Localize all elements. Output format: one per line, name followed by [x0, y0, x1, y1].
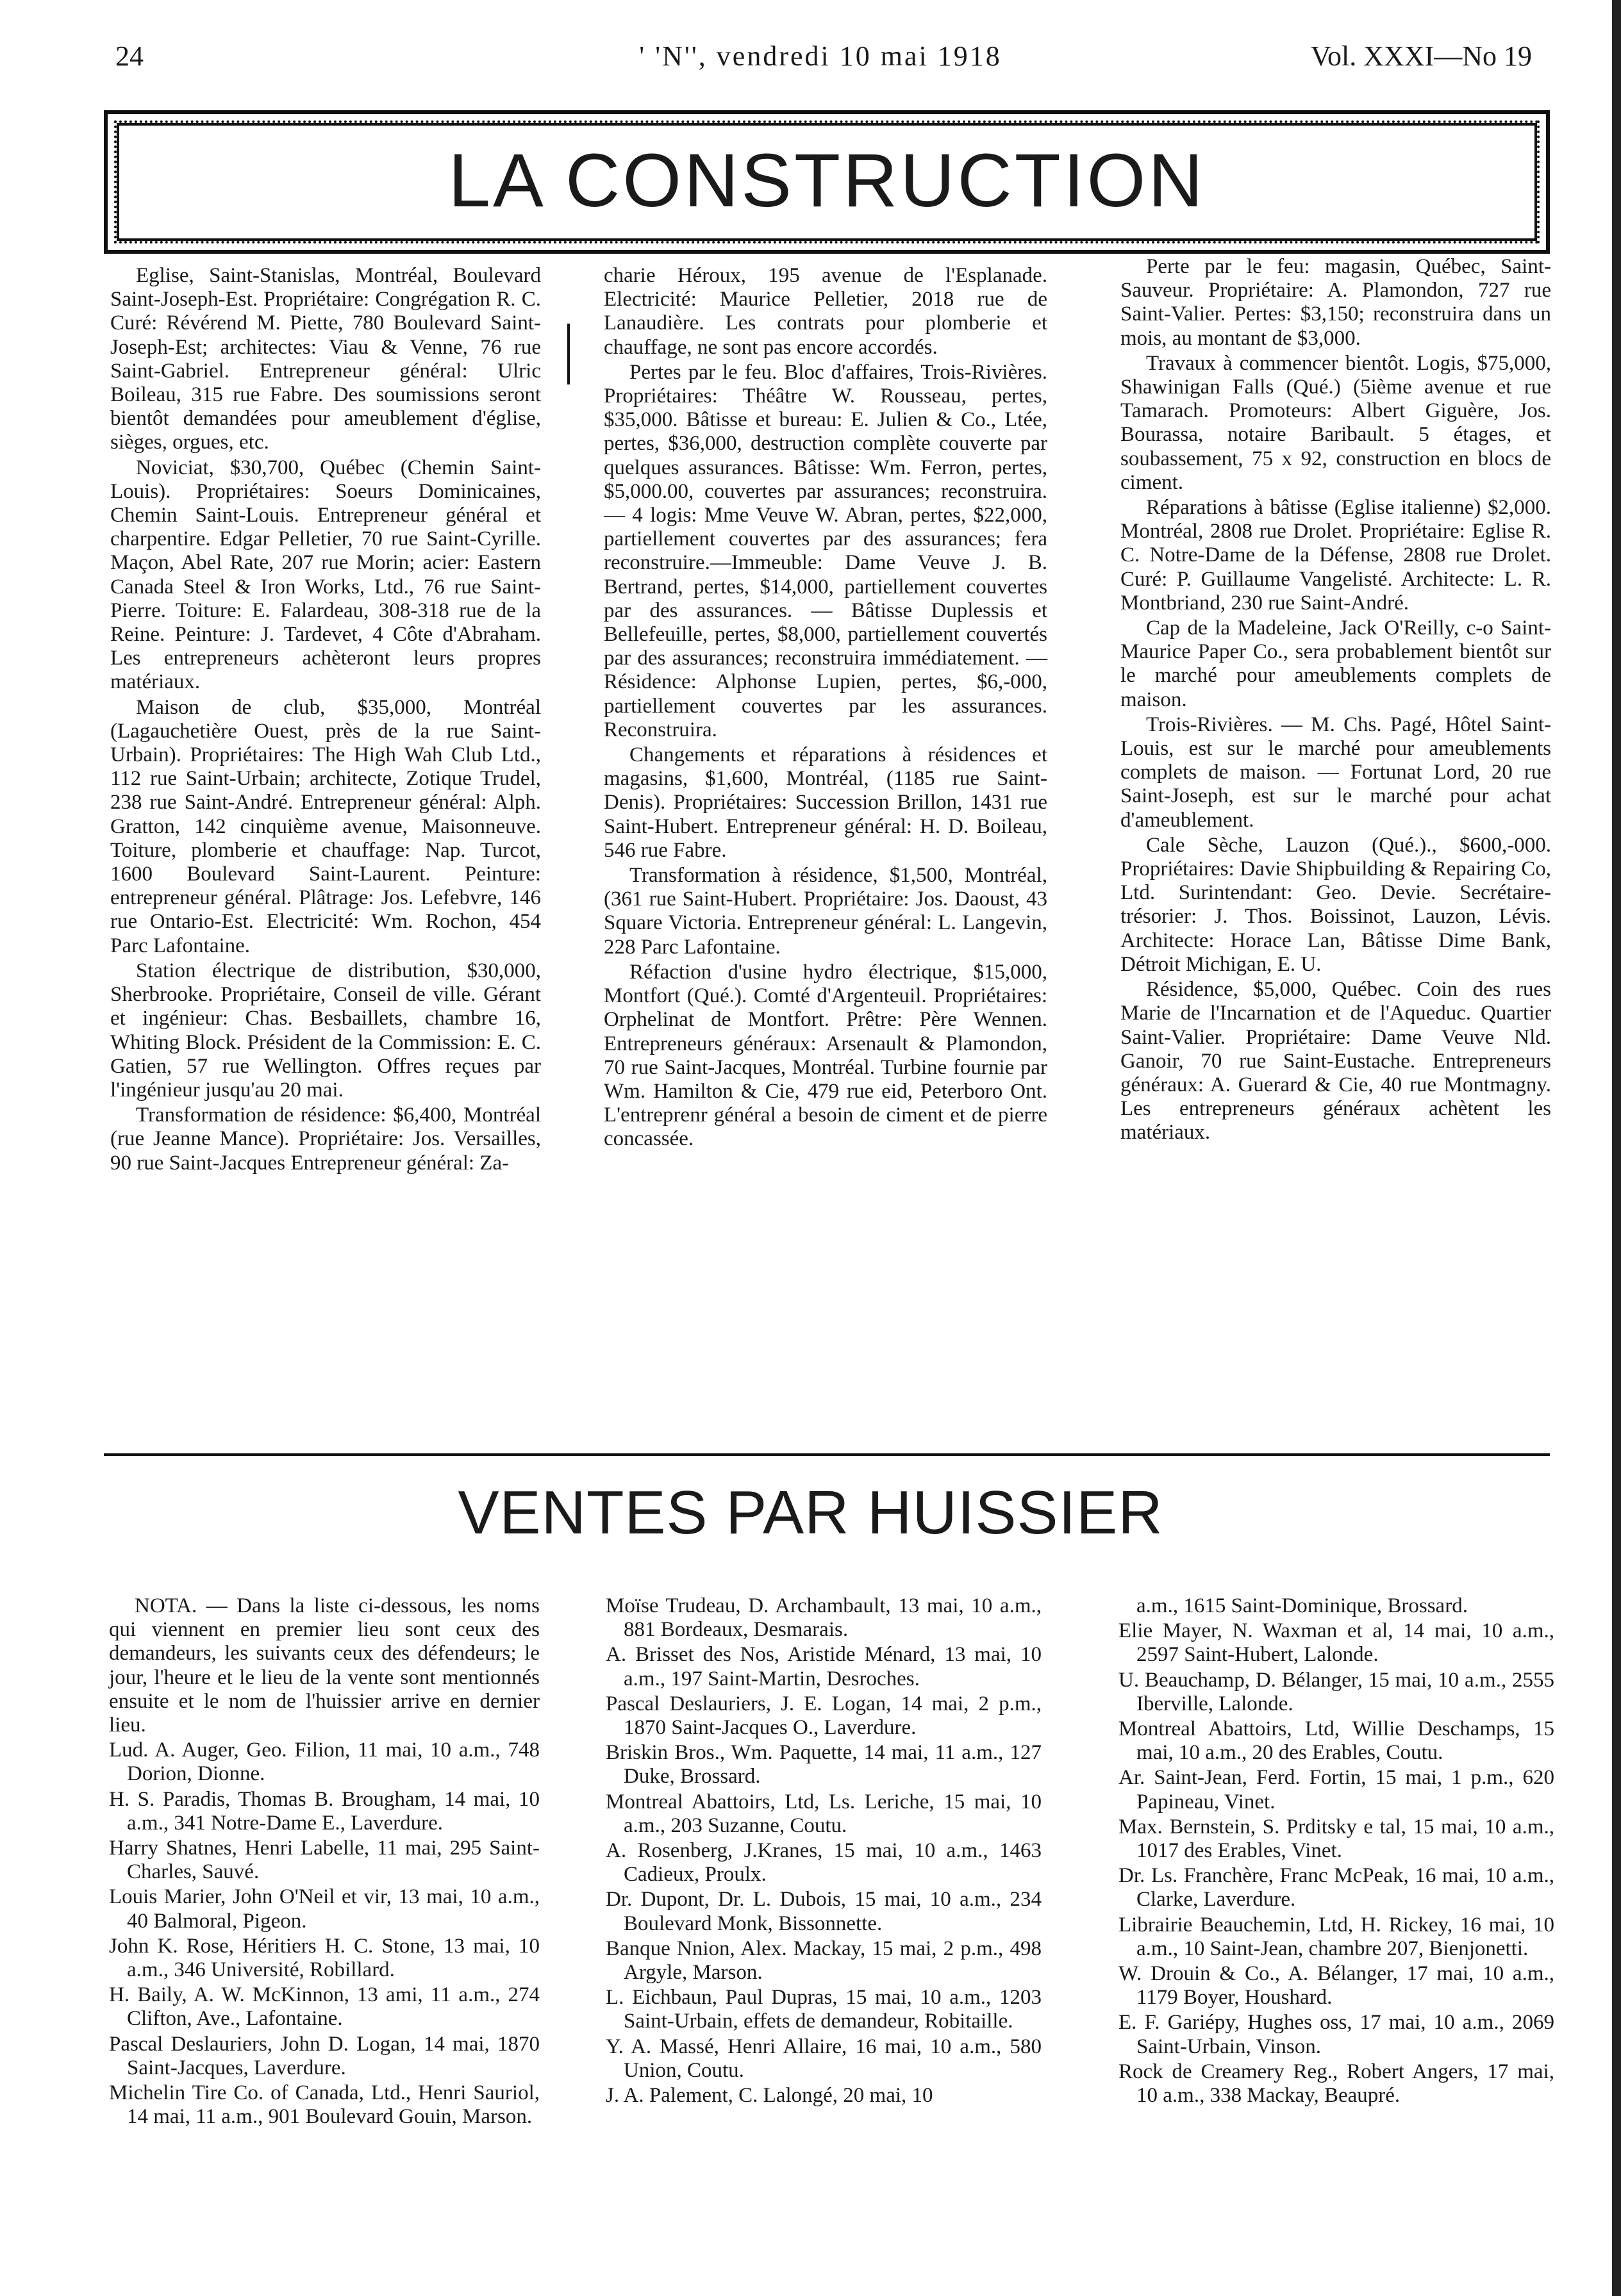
construction-column-1 [110, 264, 541, 1177]
article-paragraph: Station électrique de distribution, $30,000, Sherbrooke. Propriétaire, Conseil de ville. Gérant et ingénieur: Chas. Besbaillets, chambre 16, Whiting Block. Président de la Commission: E. C. Gatien, 57 rue Wellington. Offres reçues par l'ingénieur jusqu'au 20 mai. [110, 959, 541, 1102]
list-item: Librairie Beauchemin, Ltd, H. Rickey, 16 mai, 10 a.m., 10 Saint-Jean, chambre 207, Bienjonetti. [1118, 1913, 1554, 1960]
ventes-column-2 [606, 1594, 1042, 2109]
volume-number: Vol. XXXI—No 19 [1310, 40, 1532, 72]
article-paragraph: Travaux à commencer bientôt. Logis, $75,000, Shawinigan Falls (Qué.) (5ième avenue et rue Tamarach. Promoteurs: Albert Giguère, Jos. Bourassa, notaire Baribault. 5 étages, et soubassement, 75 x 92, construction en blocs de ciment. [1120, 351, 1551, 494]
list-item: A. Brisset des Nos, Aristide Ménard, 13 mai, 10 a.m., 197 Saint-Martin, Desroches. [606, 1643, 1042, 1690]
article-paragraph: Eglise, Saint-Stanislas, Montréal, Boulevard Saint-Joseph-Est. Propriétaire: Congrégation R. C. Curé: Révérend M. Piette, 780 Boulevard Saint-Joseph-Est; architectes: Viau & Venne, 76 rue Saint-Gabriel. Entrepreneur général: Ulric Boileau, 315 rue Fabre. Des soumissions seront bientôt demandées pour ameublement d'église, sièges, orgues, etc. [110, 264, 541, 454]
list-item: H. S. Paradis, Thomas B. Brougham, 14 mai, 10 a.m., 341 Notre-Dame E., Laverdure. [109, 1787, 540, 1835]
construction-title-box [104, 110, 1550, 254]
article-paragraph: Réfaction d'usine hydro électrique, $15,000, Montfort (Qué.). Comté d'Argenteuil. Propriétaires: Orphelinat de Montfort. Prêtre: Père Wennen. Entrepreneurs généraux: Arsenault & Plamondon, 70 rue Saint-Jacques, Montréal. Turbine fournie par Wm. Hamilton & Cie, 479 rue eid, Peterboro Ont. L'entreprenr général a besoin de ciment et de pierre concassée. [604, 960, 1047, 1151]
list-item: Moïse Trudeau, D. Archambault, 13 mai, 10 a.m., 881 Bordeaux, Desmarais. [606, 1594, 1042, 1642]
ventes-title: VENTES PAR HUISSIER [458, 1478, 1163, 1547]
list-item: U. Beauchamp, D. Bélanger, 15 mai, 10 a.m., 2555 Iberville, Lalonde. [1118, 1668, 1554, 1715]
list-item: J. A. Palement, C. Lalongé, 20 mai, 10 [606, 2084, 933, 2108]
list-item: Louis Marier, John O'Neil et vir, 13 mai, 10 a.m., 40 Balmoral, Pigeon. [109, 1885, 540, 1933]
article-paragraph: Pertes par le feu. Bloc d'affaires, Trois-Rivières. Propriétaires: Théâtre W. Rousseau, pertes, $35,000. Bâtisse et bureau: E. Julien & Co., Ltée, pertes, $36,000, destruction complète couverte par quelques assurances. Bâtisse: Wm. Ferron, pertes, $5,000.00, couvertes par assurances; reconstruira. — 4 logis: Mme Veuve W. Abran, pertes, $22,000, partiellement couvertes par des assurances; fera reconstruire.—Immeuble: Dame Veuve J. B. Bertrand, pertes, $14,000, partiellement couvertes par des assurances. — Bâtisse Duplessis et Bellefeuille, pertes, $8,000, partiellement couvertés par des assurances; reconstruira immédiatement. — Résidence: Alphonse Lupien, pertes, $6,-000, partiellement couvertes par les assurances. Reconstruira. [604, 360, 1047, 741]
construction-column-2 [604, 264, 1047, 1153]
list-item: A. Rosenberg, J.Kranes, 15 mai, 10 a.m., 1463 Cadieux, Proulx. [606, 1839, 1042, 1887]
list-item: Briskin Bros., Wm. Paquette, 14 mai, 11 a.m., 127 Duke, Brossard. [606, 1741, 1042, 1788]
article-paragraph: Transformation à résidence, $1,500, Montréal, (361 rue Saint-Hubert. Propriétaire: Jos. Daoust, 43 Square Victoria. Entrepreneur général: L. Langevin, 228 Parc Lafontaine. [604, 864, 1047, 959]
list-item: Dr. Dupont, Dr. L. Dubois, 15 mai, 10 a.m., 234 Boulevard Monk, Bissonnette. [606, 1888, 1042, 1935]
article-paragraph: charie Héroux, 195 avenue de l'Esplanade. Electricité: Maurice Pelletier, 2018 rue de Lanaudière. Les contrats pour plomberie et chauffage, ne sont pas encore accordés. [604, 264, 1047, 359]
list-item: H. Baily, A. W. McKinnon, 13 ami, 11 a.m., 274 Clifton, Ave., Lafontaine. [109, 1983, 540, 2031]
page-number: 24 [115, 40, 144, 72]
list-item: Harry Shatnes, Henri Labelle, 11 mai, 295 Saint-Charles, Sauvé. [109, 1837, 540, 1884]
article-paragraph: Trois-Rivières. — M. Chs. Pagé, Hôtel Saint-Louis, est sur le marché pour ameublements complets de maison. — Fortunat Lord, 20 rue Saint-Joseph, est sur le marché pour achat d'ameublement. [1120, 713, 1551, 832]
column-rule [567, 324, 570, 384]
list-item: Pascal Deslauriers, John D. Logan, 14 mai, 1870 Saint-Jacques, Laverdure. [109, 2032, 540, 2079]
scan-edge [1612, 0, 1621, 2296]
list-item: Elie Mayer, N. Waxman et al, 14 mai, 10 a.m., 2597 Saint-Hubert, Lalonde. [1118, 1619, 1554, 1667]
list-item: L. Eichbaun, Paul Dupras, 15 mai, 10 a.m., 1203 Saint-Urbain, effets de demandeur, Robitaille. [606, 1986, 1042, 2033]
list-item: Max. Bernstein, S. Prditsky e tal, 15 mai, 10 a.m., 1017 des Erables, Vinet. [1118, 1815, 1554, 1863]
list-item: Lud. A. Auger, Geo. Filion, 11 mai, 10 a.m., 748 Dorion, Dionne. [109, 1739, 540, 1786]
article-paragraph: Changements et réparations à résidences et magasins, $1,600, Montréal, (1185 rue Saint-Denis). Propriétaires: Succession Brillon, 1431 rue Saint-Hubert. Entrepreneur général: H. D. Boileau, 546 rue Fabre. [604, 743, 1047, 862]
issue-date: ' 'N'', vendredi 10 mai 1918 [639, 40, 1002, 72]
ventes-column-1 [109, 1594, 540, 2130]
list-item: Ar. Saint-Jean, Ferd. Fortin, 15 mai, 1 p.m., 620 Papineau, Vinet. [1118, 1766, 1554, 1813]
article-paragraph: Réparations à bâtisse (Eglise italienne) $2,000. Montréal, 2808 rue Drolet. Propriétaire: Eglise R. C. Notre-Dame de la Défense, 2808 rue Drolet. Curé: P. Guillaume Vangelisté. Architecte: L. R. Montbriand, 230 rue Saint-André. [1120, 496, 1551, 615]
list-item: John K. Rose, Héritiers H. C. Stone, 13 mai, 10 a.m., 346 Université, Robillard. [109, 1934, 540, 1982]
section-divider [104, 1453, 1550, 1456]
list-item: Pascal Deslauriers, J. E. Logan, 14 mai, 2 p.m., 1870 Saint-Jacques O., Laverdure. [606, 1692, 1042, 1740]
list-item: W. Drouin & Co., A. Bélanger, 17 mai, 10 a.m., 1179 Boyer, Houshard. [1118, 1962, 1554, 2010]
article-paragraph: Cale Sèche, Lauzon (Qué.)., $600,-000. Propriétaires: Davie Shipbuilding & Repairing Co, Ltd. Surintendant: Geo. Devie. Secrétaire-trésorier: J. Thos. Boissinot, Lauzon, Lévis. Architecte: Horace Lan, Bâtisse Dime Bank, Détroit Michigan, E. U. [1120, 833, 1551, 976]
list-item: Rock de Creamery Reg., Robert Angers, 17 mai, 10 a.m., 338 Mackay, Beaupré. [1118, 2060, 1554, 2108]
construction-column-3 [1120, 255, 1551, 1146]
list-item: E. F. Gariépy, Hughes oss, 17 mai, 10 a.m., 2069 Saint-Urbain, Vinson. [1118, 2011, 1554, 2058]
article-paragraph: Noviciat, $30,700, Québec (Chemin Saint-Louis). Propriétaires: Soeurs Dominicaines, Chemin Saint-Louis. Entrepreneur général et charpentire. Edgar Pelletier, 70 rue Saint-Cyrille. Maçon, Abel Rate, 207 rue Morin; acier: Eastern Canada Steel & Iron Works, Ltd., 76 rue Saint-Pierre. Toiture: E. Falardeau, 308-318 rue de la Reine. Peinture: J. Tardevet, 4 Côte d'Abraham. Les entrepreneurs achèteront leurs propres matériaux. [110, 456, 541, 694]
article-paragraph: Transformation de résidence: $6,400, Montréal (rue Jeanne Mance). Propriétaire: Jos. Versailles, 90 rue Saint-Jacques Entrepreneur général: Za- [110, 1103, 541, 1175]
article-paragraph: Maison de club, $35,000, Montréal (Lagauchetière Ouest, près de la rue Saint-Urbain). Propriétaires: The High Wah Club Ltd., 112 rue Saint-Urbain; architecte, Zotique Trudel, 238 rue Saint-André. Entrepreneur général: Alph. Gratton, 142 cinquième avenue, Maisonneuve. Toiture, plomberie et chauffage: Nap. Turcot, 1600 Boulevard Saint-Laurent. Peinture: entrepreneur général. Plâtrage: Jos. Lefebvre, 146 rue Ontario-Est. Electricité: Wm. Rochon, 454 Parc Lafontaine. [110, 695, 541, 957]
article-paragraph: Cap de la Madeleine, Jack O'Reilly, c-o Saint-Maurice Paper Co., sera probablement bientôt sur le marché pour ameublements complets de maison. [1120, 616, 1551, 711]
ventes-column-3 [1118, 1594, 1554, 2109]
list-item: Montreal Abattoirs, Ltd, Willie Deschamps, 15 mai, 10 a.m., 20 des Erables, Coutu. [1118, 1717, 1554, 1765]
list-item: Michelin Tire Co. of Canada, Ltd., Henri Sauriol, 14 mai, 11 a.m., 901 Boulevard Gouin, Marson. [109, 2081, 540, 2129]
list-item: Montreal Abattoirs, Ltd, Ls. Leriche, 15 mai, 10 a.m., 203 Suzanne, Coutu. [606, 1790, 1042, 1837]
construction-title: LA CONSTRUCTION [448, 138, 1206, 223]
nota-paragraph: NOTA. — Dans la liste ci-dessous, les noms qui viennent en premier lieu sont ceux des demandeurs, les suivants ceux des défendeurs; le jour, l'heure et le lieu de la vente sont mentionnés ensuite et le nom de l'huissier arrive en dernier lieu. [109, 1594, 540, 1737]
article-paragraph: Perte par le feu: magasin, Québec, Saint-Sauveur. Propriétaire: A. Plamondon, 727 rue Saint-Valier. Pertes: $3,150; reconstruira dans un mois, au montant de $3,000. [1120, 255, 1551, 350]
article-paragraph: Résidence, $5,000, Québec. Coin des rues Marie de l'Incarnation et de l'Aqueduc. Quartier Saint-Valier. Propriétaire: Dame Veuve Nld. Ganoir, 70 rue Saint-Eustache. Entrepreneurs généraux: A. Guerard & Cie, 40 rue Montmagny. Les entrepreneurs généraux achètent les matériaux. [1120, 978, 1551, 1144]
list-item: Banque Nnion, Alex. Mackay, 15 mai, 2 p.m., 498 Argyle, Marson. [606, 1937, 1042, 1985]
list-item: Y. A. Massé, Henri Allaire, 16 mai, 10 a.m., 580 Union, Coutu. [606, 2035, 1042, 2082]
list-item: Dr. Ls. Franchère, Franc McPeak, 16 mai, 10 a.m., Clarke, Laverdure. [1118, 1864, 1554, 1912]
list-item: a.m., 1615 Saint-Dominique, Brossard. [1136, 1594, 1468, 1617]
page-header [109, 40, 1532, 85]
